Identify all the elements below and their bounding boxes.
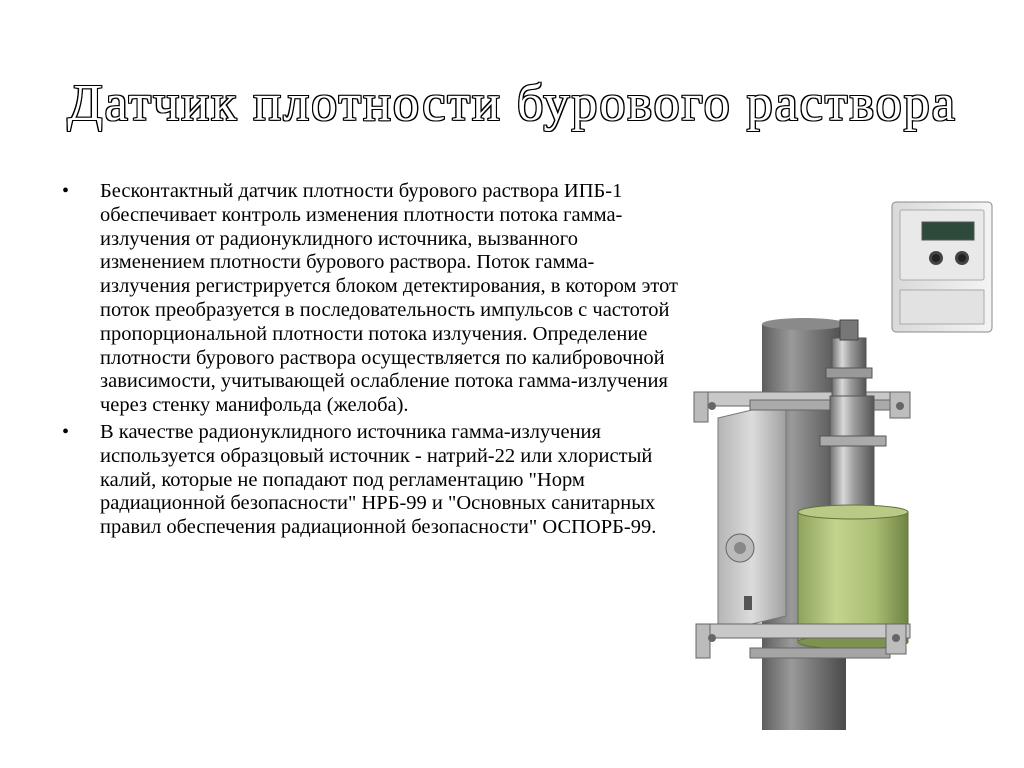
- bullet-item: [62, 180, 682, 418]
- density-sensor-photo: [690, 196, 1024, 730]
- bullet-item: [62, 421, 682, 540]
- slide-title: Датчик плотности бурового раствора: [67, 75, 957, 132]
- bullet-marker: •: [62, 420, 70, 443]
- bullet-list: [62, 180, 682, 543]
- bullet-text: В качестве радионуклидного источника гамма-излучения используется образцовый источник - натрий-22 или хлористый калий, которые не попадают под регламентацию "Норм радиационной безопасности" НРБ-99 и "Основных санитарных правил обеспечения радиационной безопасности" ОСПОРБ-99.: [100, 420, 657, 539]
- bullet-marker: •: [62, 180, 70, 202]
- control-unit: [892, 202, 992, 332]
- bullet-text: Бесконтактный датчик плотности бурового раствора ИПБ-1 обеспечивает контроль изменения плотности потока гамма-излучения от радионуклидного источника, вызванного изменением плотности бурового раствора. Поток гамма-излучения регистрируется блоком детектирования, в котором этот поток преобразуется в последовательность импульсов с частотой пропорциональной плотности потока излучения. Определение плотности бурового раствора осуществляется по калибровочной зависимости, учитывающей ослабление потока гамма-излучения через стенку манифольда (желоба).: [100, 180, 679, 417]
